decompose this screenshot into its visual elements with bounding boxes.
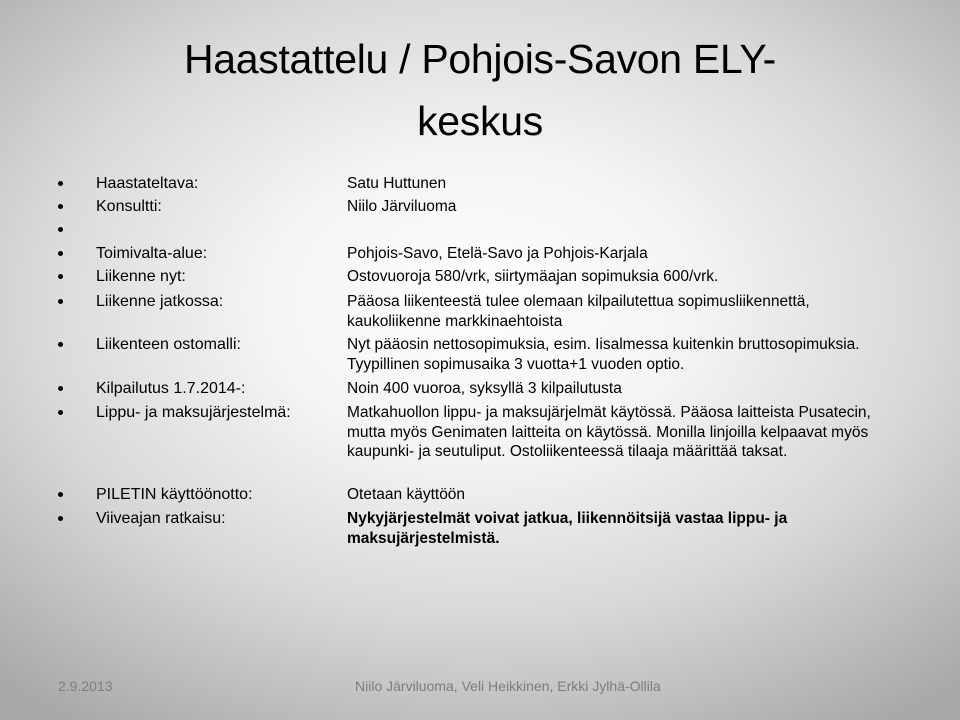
detail-label: Liikenne nyt: (96, 268, 186, 285)
detail-label: Haastateltava: (96, 175, 199, 192)
bullet-icon (58, 299, 63, 304)
detail-value: Satu Huttunen (347, 175, 447, 192)
bullet-icon (58, 410, 63, 415)
bullet-icon (58, 227, 63, 232)
detail-label: Lippu- ja maksujärjestelmä: (96, 404, 291, 421)
detail-value: Nyt pääosin nettosopimuksia, esim. Iisalmessa kuitenkin bruttosopimuksia. Tyypillinen sopimusaika 3 vuotta+1 vuoden optio. (347, 336, 860, 373)
detail-value: Nykyjärjestelmät voivat jatkua, liikennöitsijä vastaa lippu- ja maksujärjestelmistä. (347, 510, 788, 547)
slide-title-line-2: keskus (417, 98, 543, 144)
detail-label: Toimivalta-alue: (96, 245, 208, 262)
bullet-icon (58, 251, 63, 256)
detail-label: PILETIN käyttöönotto: (96, 486, 253, 503)
detail-value: Pohjois-Savo, Etelä-Savo ja Pohjois-Karjala (347, 245, 648, 262)
detail-value: Otetaan käyttöön (347, 486, 466, 503)
detail-value: Ostovuoroja 580/vrk, siirtymäajan sopimuksia 600/vrk. (347, 268, 719, 285)
bullet-icon (58, 492, 63, 497)
slide-title-line-1: Haastattelu / Pohjois-Savon ELY- (183, 36, 777, 82)
detail-label: Liikenteen ostomalli: (96, 336, 241, 353)
footer-date: 2.9.2013 (58, 678, 113, 694)
detail-label: Viiveajan ratkaisu: (96, 510, 226, 527)
detail-value: Noin 400 vuoroa, syksyllä 3 kilpailutusta (347, 380, 622, 397)
detail-label: Liikenne jatkossa: (96, 293, 224, 310)
detail-value: Pääosa liikenteestä tulee olemaan kilpailutettua sopimusliikennettä, kaukoliikenne markkinaehtoista (347, 293, 810, 330)
bullet-icon (58, 204, 63, 209)
detail-value: Matkahuollon lippu- ja maksujärjelmät käytössä. Pääosa laitteista Pusatecin, mutta myös Genimaten laitteita on käytössä. Monilla linjoilla kelpaavat myös kaupunki- ja seutuliput. Ostoliikenteessä tilaaja määrittää taksat. (347, 404, 871, 460)
detail-label: Konsultti: (96, 198, 162, 215)
bullet-icon (58, 274, 63, 279)
bullet-icon (58, 181, 63, 186)
bullet-icon (58, 516, 63, 521)
bullet-icon (58, 342, 63, 347)
detail-label: Kilpailutus 1.7.2014-: (96, 380, 246, 397)
bullet-icon (58, 386, 63, 391)
detail-value: Niilo Järviluoma (347, 198, 457, 215)
footer-authors: Niilo Järviluoma, Veli Heikkinen, Erkki Jylhä-Ollila (355, 678, 661, 694)
